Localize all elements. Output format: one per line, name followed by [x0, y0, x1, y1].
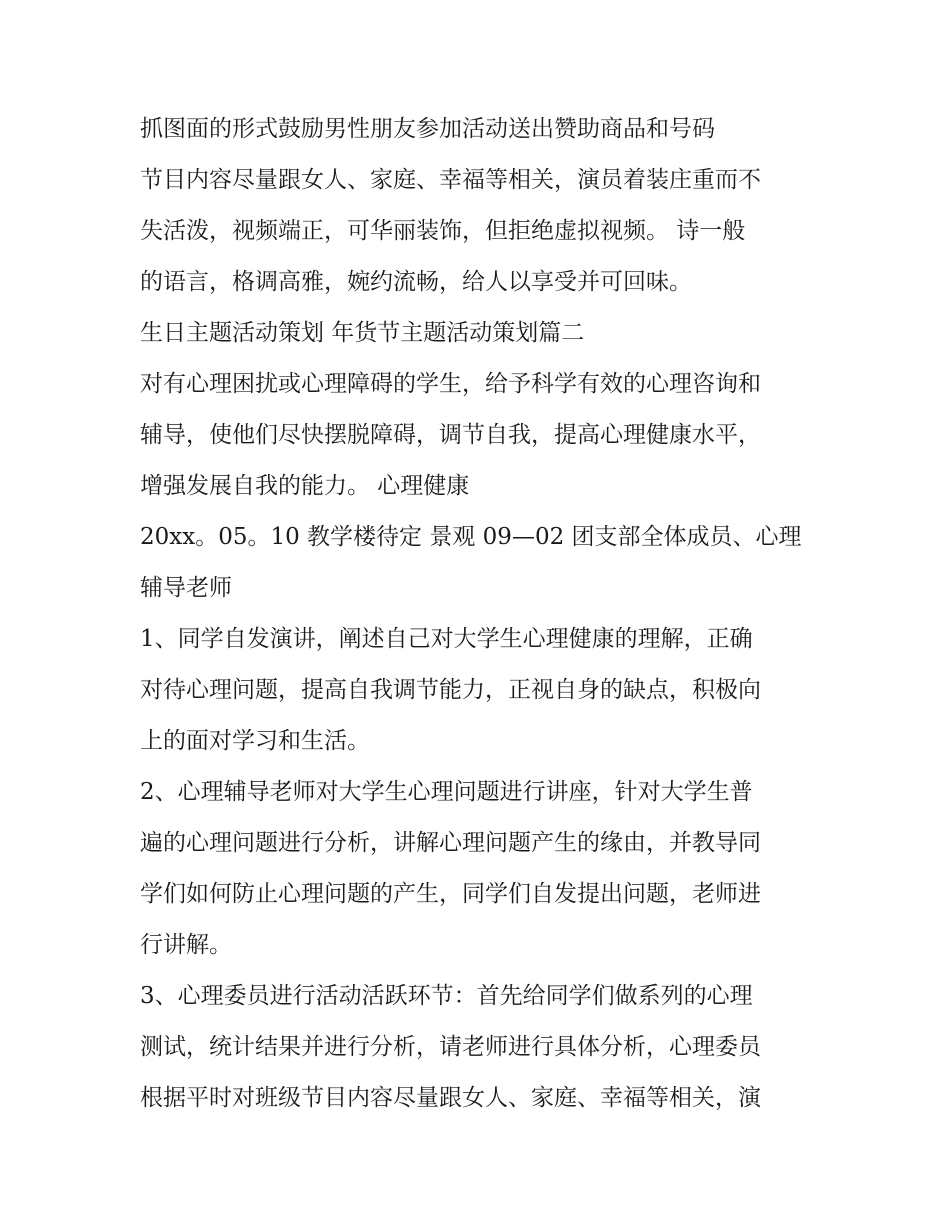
text-line: 抓图面的形式鼓励男性朋友参加活动送出赞助商品和号码 [140, 116, 715, 142]
text-line: 学们如何防止心理问题的产生，同学们自发提出问题，老师进 [140, 881, 761, 907]
text-line: 辅导老师 [140, 575, 232, 601]
text-line: 对待心理问题，提高自我调节能力，正视自身的缺点，积极向 [140, 677, 761, 703]
document-body [140, 104, 820, 1124]
text-line: 辅导，使他们尽快摆脱障碍，调节自我，提高心理健康水平， [140, 422, 761, 448]
list-item-1: 1、同学自发演讲，阐述自己对大学生心理健康的理解，正确 [140, 626, 753, 652]
text-line: 行讲解。 [140, 932, 232, 958]
text-line: 20xx。05。10 教学楼待定 景观 09—02 团支部全体成员、心理 [140, 524, 802, 550]
text-line: 失活泼，视频端正，可华丽装饰，但拒绝虚拟视频。 诗一般 [140, 218, 746, 244]
text-line: 节目内容尽量跟女人、家庭、幸福等相关，演员着装庄重而不 [140, 167, 761, 193]
text-line: 遍的心理问题进行分析，讲解心理问题产生的缘由，并教导同 [140, 830, 761, 856]
text-line: 的语言，格调高雅，婉约流畅，给人以享受并可回味。 [140, 269, 692, 295]
text-line: 对有心理困扰或心理障碍的学生，给予科学有效的心理咨询和 [140, 371, 761, 397]
list-item-3: 3、心理委员进行活动活跃环节：首先给同学们做系列的心理 [140, 983, 753, 1009]
text-line: 增强发展自我的能力。 心理健康 [140, 473, 470, 499]
section-heading: 生日主题活动策划 年货节主题活动策划篇二 [140, 320, 585, 346]
text-line: 上的面对学习和生活。 [140, 728, 370, 754]
text-line: 根据平时对班级节目内容尽量跟女人、家庭、幸福等相关，演 [140, 1085, 761, 1111]
text-line: 测试，统计结果并进行分析，请老师进行具体分析，心理委员 [140, 1034, 761, 1060]
list-item-2: 2、心理辅导老师对大学生心理问题进行讲座，针对大学生普 [140, 779, 753, 805]
